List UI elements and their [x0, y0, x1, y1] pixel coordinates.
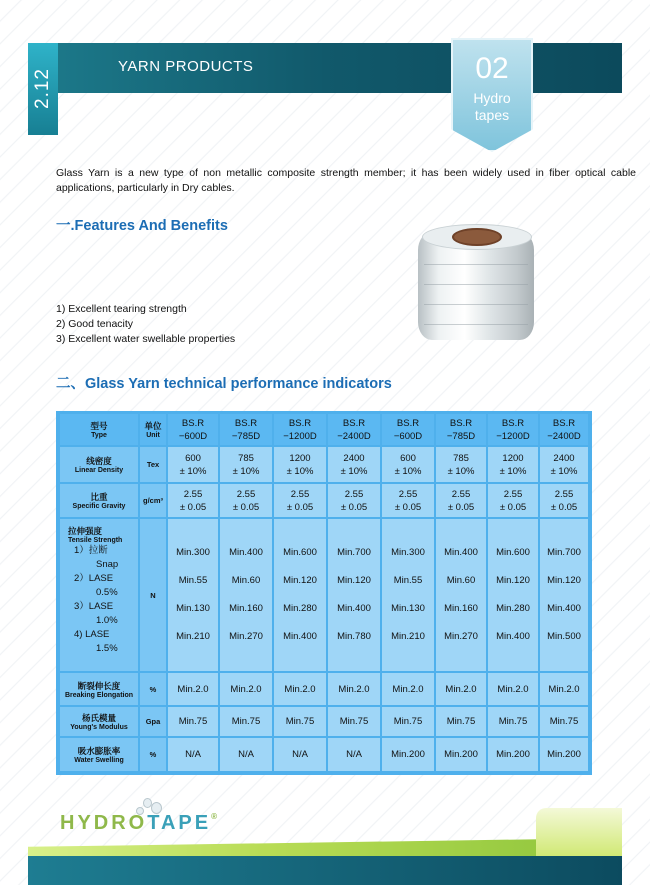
- row-label: [60, 673, 138, 705]
- cell-value: Min.2.0: [497, 683, 529, 695]
- tensile-value: Min.400: [283, 631, 317, 642]
- table-header-type: [60, 414, 138, 445]
- chapter-badge-line2: tapes: [474, 107, 510, 123]
- row-label-en: Specific Gravity: [72, 503, 126, 510]
- cell-value: Min.75: [549, 716, 579, 727]
- row-label-cn: 吸水膨胀率: [77, 746, 121, 756]
- cell-value: 2.55: [290, 488, 310, 500]
- table-cell: [220, 673, 272, 705]
- row-label-en: Tensile Strength: [68, 537, 123, 544]
- tensile-sub-label: Snap: [96, 559, 119, 570]
- cell-tolerance: ± 0.05: [550, 501, 578, 513]
- cell-value: 600: [400, 452, 416, 464]
- model-name: BS.R: [449, 417, 473, 429]
- tensile-sub-label: 1）拉断: [74, 545, 108, 556]
- table-cell: [488, 738, 538, 771]
- tensile-value: Min.160: [444, 603, 478, 614]
- cell-value: 1200: [502, 452, 524, 464]
- table-cell: [382, 707, 434, 736]
- table-cell: [274, 484, 326, 517]
- cell-value: 2.55: [236, 488, 256, 500]
- model-name: BS.R: [288, 417, 312, 429]
- tensile-value: Min.400: [444, 547, 478, 558]
- tensile-sub-label: 2）LASE: [74, 573, 114, 584]
- table-cell: [436, 447, 486, 482]
- tensile-value: Min.210: [176, 631, 210, 642]
- cell-value: 600: [185, 452, 201, 464]
- cell-value: Min.75: [178, 716, 208, 727]
- row-unit: [140, 673, 166, 705]
- feature-item: 2) Good tenacity: [56, 318, 134, 330]
- tensile-value: Min.700: [547, 547, 581, 558]
- table-cell: [540, 447, 588, 482]
- cell-value: Min.2.0: [392, 683, 424, 695]
- table-cell: [328, 673, 380, 705]
- intro-paragraph: Glass Yarn is a new type of non metallic composite strength member; it has been widely used in fiber optical cable applications, particularly in Dry cables.: [56, 167, 636, 194]
- cell-value: Min.75: [285, 716, 315, 727]
- cell-tolerance: ± 10%: [394, 465, 422, 477]
- cell-value: N/A: [292, 749, 308, 760]
- table-cell: [436, 738, 486, 771]
- features-list: [56, 302, 235, 347]
- cell-tolerance: ± 0.05: [232, 501, 260, 513]
- specifications-table: [56, 411, 592, 775]
- row-unit: [140, 707, 166, 736]
- row-unit-text: Tex: [146, 460, 160, 469]
- header-type-cn: 型号: [90, 421, 108, 431]
- tensile-value: Min.600: [283, 547, 317, 558]
- tensile-value: Min.270: [444, 631, 478, 642]
- model-denier: −600D: [393, 430, 423, 442]
- table-cell: [436, 673, 486, 705]
- table-header-model: [436, 414, 486, 445]
- table-cell: [274, 707, 326, 736]
- tensile-value: Min.120: [496, 575, 530, 586]
- feature-item: 1) Excellent tearing strength: [56, 303, 187, 315]
- row-label-en: Water Swelling: [74, 757, 124, 764]
- cell-value: Min.200: [547, 749, 581, 760]
- cell-value: N/A: [238, 749, 254, 760]
- cell-value: Min.2.0: [284, 683, 316, 695]
- tensile-value: Min.60: [446, 575, 476, 586]
- table-cell: [382, 447, 434, 482]
- row-label-en: Young's Modulus: [70, 724, 128, 731]
- table-cell: [382, 673, 434, 705]
- table-cell: [328, 447, 380, 482]
- cell-value: 2400: [553, 452, 575, 464]
- header-type-en: Type: [91, 432, 107, 439]
- table-cell: [488, 484, 538, 517]
- tensile-sub-label: 1.0%: [96, 615, 118, 626]
- row-label-en: Linear Density: [74, 467, 124, 474]
- tensile-value: Min.300: [391, 547, 425, 558]
- cell-tolerance: ± 0.05: [179, 501, 207, 513]
- row-label: [60, 738, 138, 771]
- model-name: BS.R: [234, 417, 258, 429]
- tensile-value: Min.400: [229, 547, 263, 558]
- table-cell: [540, 738, 588, 771]
- table-cell: [274, 738, 326, 771]
- tensile-value: Min.55: [393, 575, 423, 586]
- cell-value: Min.200: [496, 749, 530, 760]
- table-cell: [436, 484, 486, 517]
- model-denier: −1200D: [496, 430, 530, 442]
- cell-value: 785: [238, 452, 254, 464]
- row-label: [60, 447, 138, 482]
- logo-reg: ®: [211, 812, 217, 821]
- row-unit: [140, 738, 166, 771]
- header-title: YARN PRODUCTS: [118, 58, 254, 75]
- row-label: [60, 484, 138, 517]
- row-label-cn: 比重: [90, 492, 108, 502]
- table-cell: [540, 707, 588, 736]
- cell-value: 1200: [289, 452, 311, 464]
- table-cell: [168, 447, 218, 482]
- model-denier: −2400D: [547, 430, 581, 442]
- tensile-value: Min.780: [337, 631, 371, 642]
- logo-part2: TAPE: [147, 812, 212, 834]
- table-cell-tensile: [382, 519, 434, 671]
- cell-tolerance: ± 10%: [447, 465, 475, 477]
- tensile-sub-label: 3）LASE: [74, 601, 114, 612]
- tensile-value: Min.130: [176, 603, 210, 614]
- tensile-value: Min.130: [391, 603, 425, 614]
- tensile-value: Min.270: [229, 631, 263, 642]
- table-cell-tensile: [220, 519, 272, 671]
- logo-part1: HYDRO: [60, 812, 148, 834]
- features-title: 一.Features And Benefits: [56, 218, 228, 234]
- row-unit: [140, 447, 166, 482]
- indicators-title: 二、Glass Yarn technical performance indicators: [56, 376, 392, 392]
- cell-value: 785: [453, 452, 469, 464]
- cell-value: Min.2.0: [445, 683, 477, 695]
- tensile-value: Min.60: [231, 575, 261, 586]
- table-header-model: [328, 414, 380, 445]
- cell-value: Min.2.0: [338, 683, 370, 695]
- table-cell: [540, 673, 588, 705]
- cell-tolerance: ± 0.05: [286, 501, 314, 513]
- tensile-sub-label: 4) LASE: [74, 629, 110, 640]
- tensile-sub-label: 0.5%: [96, 587, 118, 598]
- table-header-model: [540, 414, 588, 445]
- row-unit: [140, 519, 166, 671]
- row-label-cn: 线密度: [86, 456, 112, 466]
- row-unit-text: N: [150, 590, 156, 600]
- row-label-cn: 断裂伸长度: [77, 680, 121, 691]
- tensile-value: Min.55: [178, 575, 208, 586]
- table-header-unit: [140, 414, 166, 445]
- table-cell-tensile: [328, 519, 380, 671]
- model-name: BS.R: [501, 417, 525, 429]
- table-header-model: [274, 414, 326, 445]
- cell-value: 2.55: [503, 488, 523, 500]
- footer-tab: [536, 808, 622, 858]
- chapter-badge-label: [451, 90, 533, 124]
- table-cell: [220, 738, 272, 771]
- cell-tolerance: ± 10%: [340, 465, 368, 477]
- footer-bar: [28, 856, 622, 885]
- cell-value: N/A: [346, 749, 362, 760]
- tensile-value: Min.120: [337, 575, 371, 586]
- table-cell: [436, 707, 486, 736]
- table-cell-tensile: [488, 519, 538, 671]
- row-label-tensile: [60, 519, 138, 671]
- table-cell: [168, 673, 218, 705]
- glass-yarn-spool-image: [418, 224, 534, 342]
- cell-value: 2.55: [554, 488, 574, 500]
- cell-value: Min.75: [231, 716, 261, 727]
- cell-value: 2.55: [398, 488, 418, 500]
- row-unit-text: g/cm³: [142, 496, 163, 505]
- tensile-value: Min.300: [176, 547, 210, 558]
- cell-tolerance: ± 10%: [499, 465, 527, 477]
- model-name: BS.R: [181, 417, 205, 429]
- table-cell: [168, 484, 218, 517]
- table-cell: [220, 484, 272, 517]
- header-unit-en: Unit: [146, 432, 160, 439]
- tensile-value: Min.210: [391, 631, 425, 642]
- row-label-cn: 杨氏模量: [81, 713, 116, 723]
- model-denier: −600D: [178, 430, 208, 442]
- table-cell-tensile: [540, 519, 588, 671]
- chapter-badge-number: 02: [475, 52, 509, 85]
- tensile-value: Min.160: [229, 603, 263, 614]
- tensile-value: Min.600: [496, 547, 530, 558]
- row-unit-text: %: [149, 684, 157, 694]
- section-number: 2.12: [32, 68, 53, 110]
- chapter-badge-line1: Hydro: [473, 90, 511, 106]
- table-header-model: [220, 414, 272, 445]
- cell-tolerance: ± 0.05: [499, 501, 527, 513]
- table-cell: [220, 447, 272, 482]
- row-unit: [140, 484, 166, 517]
- table-cell-tensile: [274, 519, 326, 671]
- cell-value: Min.2.0: [230, 683, 262, 695]
- tensile-sub-label: 1.5%: [96, 643, 118, 654]
- cell-tolerance: ± 10%: [550, 465, 578, 477]
- tensile-value: Min.120: [547, 575, 581, 586]
- table-cell: [274, 447, 326, 482]
- header-unit-cn: 单位: [144, 421, 162, 431]
- tensile-value: Min.120: [283, 575, 317, 586]
- table-cell-tensile: [168, 519, 218, 671]
- row-unit-text: %: [149, 750, 157, 759]
- tensile-value: Min.500: [547, 631, 581, 642]
- table-cell-tensile: [436, 519, 486, 671]
- table-cell: [488, 447, 538, 482]
- table-cell: [328, 707, 380, 736]
- cell-tolerance: ± 10%: [179, 465, 207, 477]
- table-header-model: [168, 414, 218, 445]
- hydrotape-logo: [60, 812, 217, 835]
- table-cell: [540, 484, 588, 517]
- table-cell: [488, 673, 538, 705]
- model-name: BS.R: [342, 417, 366, 429]
- tensile-value: Min.280: [283, 603, 317, 614]
- tensile-value: Min.400: [337, 603, 371, 614]
- cell-value: Min.75: [339, 716, 369, 727]
- cell-tolerance: ± 0.05: [340, 501, 368, 513]
- model-denier: −2400D: [337, 430, 371, 442]
- table-cell: [220, 707, 272, 736]
- cell-value: Min.200: [391, 749, 425, 760]
- row-label: [60, 707, 138, 736]
- cell-value: 2.55: [451, 488, 471, 500]
- table-cell: [488, 707, 538, 736]
- table-cell: [382, 484, 434, 517]
- row-unit-text: Gpa: [145, 717, 161, 726]
- model-name: BS.R: [396, 417, 420, 429]
- section-number-tab: [28, 43, 58, 135]
- cell-value: Min.75: [498, 716, 528, 727]
- table-cell: [328, 738, 380, 771]
- cell-value: 2.55: [344, 488, 364, 500]
- tensile-value: Min.280: [496, 603, 530, 614]
- table-header-model: [488, 414, 538, 445]
- tensile-value: Min.400: [496, 631, 530, 642]
- model-denier: −785D: [231, 430, 261, 442]
- cell-tolerance: ± 10%: [232, 465, 260, 477]
- model-denier: −1200D: [283, 430, 317, 442]
- table-header-model: [382, 414, 434, 445]
- cell-value: 2400: [343, 452, 365, 464]
- cell-tolerance: ± 0.05: [447, 501, 475, 513]
- cell-value: Min.2.0: [548, 683, 580, 695]
- feature-item: 3) Excellent water swellable properties: [56, 333, 236, 345]
- table-cell: [168, 707, 218, 736]
- table-cell: [328, 484, 380, 517]
- cell-value: Min.75: [393, 716, 423, 727]
- cell-tolerance: ± 0.05: [394, 501, 422, 513]
- cell-value: Min.2.0: [177, 683, 209, 695]
- cell-value: Min.75: [446, 716, 476, 727]
- tensile-value: Min.400: [547, 603, 581, 614]
- row-label-cn: 拉伸强度: [68, 526, 103, 536]
- model-denier: −785D: [446, 430, 476, 442]
- table-cell: [168, 738, 218, 771]
- row-label-en: Breaking Elongation: [64, 691, 134, 699]
- cell-tolerance: ± 10%: [286, 465, 314, 477]
- tensile-value: Min.700: [337, 547, 371, 558]
- table-cell: [274, 673, 326, 705]
- model-name: BS.R: [552, 417, 576, 429]
- table-cell: [382, 738, 434, 771]
- cell-value: Min.200: [444, 749, 478, 760]
- cell-value: 2.55: [183, 488, 203, 500]
- cell-value: N/A: [185, 749, 201, 760]
